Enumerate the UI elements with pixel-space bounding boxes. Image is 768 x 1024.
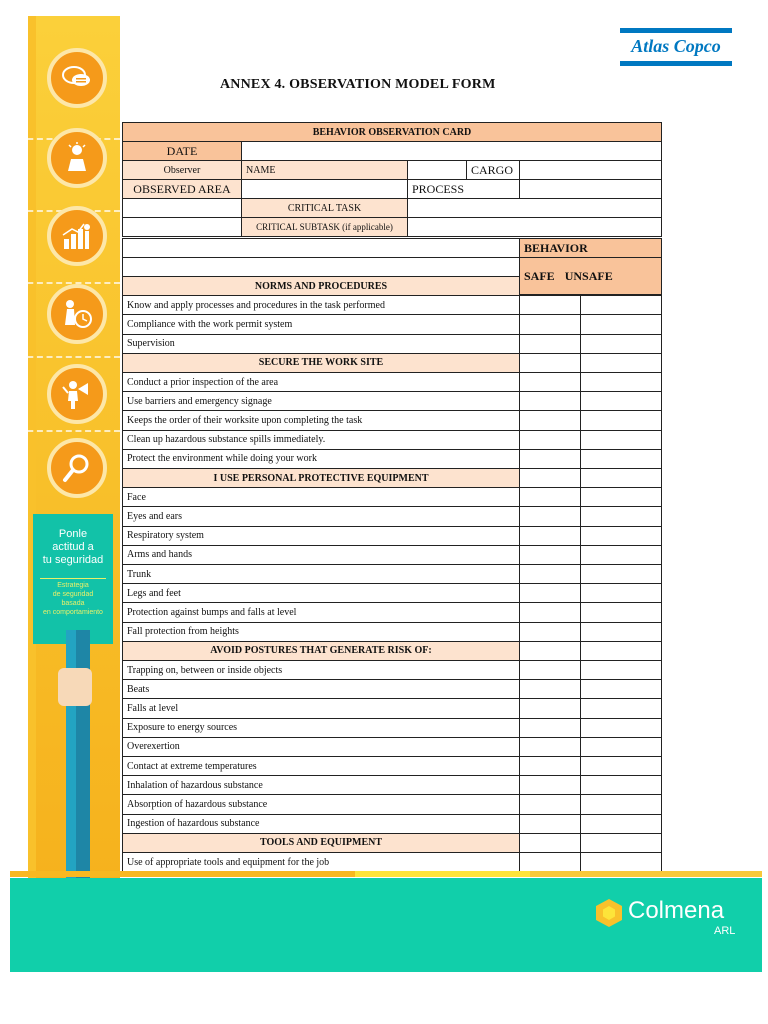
- safe-checkbox[interactable]: [519, 545, 581, 565]
- banner-line-3: tu seguridad: [42, 554, 104, 566]
- banner-line-2: actitud a: [52, 541, 94, 553]
- banner-sub-3: basada: [61, 600, 85, 607]
- footer-stripe: [530, 871, 762, 877]
- safe-checkbox[interactable]: [519, 526, 581, 546]
- idea-person-icon: [47, 128, 107, 188]
- footer-stripe: [355, 871, 530, 877]
- clock-person-icon: [47, 284, 107, 344]
- checklist-item: Arms and hands: [122, 545, 520, 565]
- safe-checkbox[interactable]: [519, 506, 581, 526]
- unsafe-checkbox[interactable]: [580, 641, 662, 661]
- safe-checkbox[interactable]: [519, 602, 581, 622]
- safe-checkbox[interactable]: [519, 775, 581, 795]
- unsafe-checkbox[interactable]: [580, 718, 662, 738]
- safe-checkbox[interactable]: [519, 679, 581, 699]
- safe-checkbox[interactable]: [519, 295, 581, 315]
- sidebar-divider: [8, 356, 120, 358]
- card-title: BEHAVIOR OBSERVATION CARD: [122, 122, 662, 142]
- observer-label: Observer: [122, 160, 242, 180]
- unsafe-checkbox[interactable]: [580, 660, 662, 680]
- safe-checkbox[interactable]: [519, 353, 581, 373]
- critical-subtask-label: CRITICAL SUBTASK (if applicable): [241, 217, 408, 237]
- observed-area-label: OBSERVED AREA: [122, 179, 242, 199]
- section-heading: SECURE THE WORK SITE: [122, 353, 520, 373]
- safe-checkbox[interactable]: [519, 833, 581, 853]
- safe-checkbox[interactable]: [519, 814, 581, 834]
- safe-checkbox[interactable]: [519, 430, 581, 450]
- unsafe-checkbox[interactable]: [580, 698, 662, 718]
- safe-checkbox[interactable]: [519, 718, 581, 738]
- growth-chart-icon: [47, 206, 107, 266]
- unsafe-checkbox[interactable]: [580, 679, 662, 699]
- checklist-item: Protect the environment while doing your work: [122, 449, 520, 469]
- critical-task-label: CRITICAL TASK: [241, 198, 408, 218]
- checklist-item: Conduct a prior inspection of the area: [122, 372, 520, 392]
- cargo-field[interactable]: [519, 160, 662, 180]
- safe-checkbox[interactable]: [519, 334, 581, 354]
- megaphone-person-icon: [47, 364, 107, 424]
- checklist-item: Legs and feet: [122, 583, 520, 603]
- checklist-item: Respiratory system: [122, 526, 520, 546]
- checklist-item: Fall protection from heights: [122, 622, 520, 642]
- unsafe-checkbox[interactable]: [580, 545, 662, 565]
- unsafe-checkbox[interactable]: [580, 314, 662, 334]
- checklist-item: Compliance with the work permit system: [122, 314, 520, 334]
- safe-checkbox[interactable]: [519, 660, 581, 680]
- unsafe-checkbox[interactable]: [580, 449, 662, 469]
- checklist-item: Ingestion of hazardous substance: [122, 814, 520, 834]
- observed-area-field[interactable]: [241, 179, 408, 199]
- unsafe-checkbox[interactable]: [580, 353, 662, 373]
- hand-illustration: [58, 668, 92, 706]
- safe-checkbox[interactable]: [519, 487, 581, 507]
- section-heading: TOOLS AND EQUIPMENT: [122, 833, 520, 853]
- logo-bar-top: [620, 28, 732, 33]
- unsafe-checkbox[interactable]: [580, 756, 662, 776]
- checklist-item: Trunk: [122, 564, 520, 584]
- checklist-item: Supervision: [122, 334, 520, 354]
- checklist-item: Keeps the order of their worksite upon completing the task: [122, 410, 520, 430]
- unsafe-checkbox[interactable]: [580, 526, 662, 546]
- unsafe-checkbox[interactable]: [580, 564, 662, 584]
- unsafe-checkbox[interactable]: [580, 295, 662, 315]
- banner-sub-2: de seguridad: [52, 591, 94, 598]
- process-field[interactable]: [519, 179, 662, 199]
- checklist-item: Contact at extreme temperatures: [122, 756, 520, 776]
- checklist-item: Know and apply processes and procedures in the task performed: [122, 295, 520, 315]
- speech-bubbles-icon: [47, 48, 107, 108]
- cargo-label: CARGO: [466, 160, 520, 180]
- safe-checkbox[interactable]: [519, 564, 581, 584]
- checklist-item: Beats: [122, 679, 520, 699]
- atlas-copco-logo: [620, 28, 732, 68]
- checklist-item: Trapping on, between or inside objects: [122, 660, 520, 680]
- sidebar-divider: [8, 430, 120, 432]
- unsafe-checkbox[interactable]: [580, 602, 662, 622]
- blank-cell: [122, 198, 242, 218]
- date-label: DATE: [122, 141, 242, 161]
- checklist-item: Inhalation of hazardous substance: [122, 775, 520, 795]
- banner-line-1: Ponle: [58, 528, 88, 540]
- checklist-item: Exposure to energy sources: [122, 718, 520, 738]
- unsafe-checkbox[interactable]: [580, 833, 662, 853]
- safe-checkbox[interactable]: [519, 410, 581, 430]
- safe-checkbox[interactable]: [519, 622, 581, 642]
- safe-checkbox[interactable]: [519, 794, 581, 814]
- safe-checkbox[interactable]: [519, 698, 581, 718]
- safe-unsafe-header: [519, 257, 662, 295]
- footer-band: [10, 878, 762, 972]
- unsafe-checkbox[interactable]: [580, 391, 662, 411]
- safe-checkbox[interactable]: [519, 583, 581, 603]
- unsafe-checkbox[interactable]: [580, 506, 662, 526]
- checklist-item: Absorption of hazardous substance: [122, 794, 520, 814]
- logo-bar-bottom: [620, 61, 732, 66]
- unsafe-checkbox[interactable]: [580, 737, 662, 757]
- safe-checkbox[interactable]: [519, 756, 581, 776]
- checklist-item: Clean up hazardous substance spills immediately.: [122, 430, 520, 450]
- footer-stripe: [10, 871, 355, 877]
- section-heading: AVOID POSTURES THAT GENERATE RISK OF:: [122, 641, 520, 661]
- behavior-label: BEHAVIOR: [519, 238, 662, 258]
- unsafe-checkbox[interactable]: [580, 852, 662, 872]
- safe-checkbox[interactable]: [519, 372, 581, 392]
- checklist-item: Use barriers and emergency signage: [122, 391, 520, 411]
- checklist-item: Use of appropriate tools and equipment for the job: [122, 852, 520, 872]
- magnifier-icon: [47, 438, 107, 498]
- checklist-item: Overexertion: [122, 737, 520, 757]
- blank-cell: [122, 257, 520, 277]
- unsafe-checkbox[interactable]: [580, 410, 662, 430]
- unsafe-checkbox[interactable]: [580, 622, 662, 642]
- page-title: ANNEX 4. OBSERVATION MODEL FORM: [220, 77, 496, 92]
- checklist-item: Eyes and ears: [122, 506, 520, 526]
- date-field[interactable]: [241, 141, 662, 161]
- unsafe-checkbox[interactable]: [580, 775, 662, 795]
- blank-cell: [122, 238, 520, 258]
- blank-cell: [122, 217, 242, 237]
- unsafe-label: UNSAFE: [564, 268, 613, 283]
- section-heading: I USE PERSONAL PROTECTIVE EQUIPMENT: [122, 468, 520, 488]
- colmena-brand-sub: ARL: [714, 925, 736, 937]
- unsafe-checkbox[interactable]: [580, 487, 662, 507]
- safe-label: SAFE: [524, 268, 555, 283]
- safe-checkbox[interactable]: [519, 449, 581, 469]
- checklist-item: Face: [122, 487, 520, 507]
- sidebar-divider: [8, 282, 120, 284]
- safe-checkbox[interactable]: [519, 852, 581, 872]
- banner-rule: [40, 578, 106, 579]
- checklist-item: Falls at level: [122, 698, 520, 718]
- safe-checkbox[interactable]: [519, 391, 581, 411]
- banner-sub-1: Estrategia: [57, 582, 89, 589]
- critical-subtask-field[interactable]: [407, 217, 662, 237]
- logo-text: Atlas Copco: [631, 36, 721, 56]
- safe-checkbox[interactable]: [519, 314, 581, 334]
- unsafe-checkbox[interactable]: [580, 334, 662, 354]
- unsafe-checkbox[interactable]: [580, 372, 662, 392]
- colmena-brand: Colmena: [628, 897, 725, 924]
- process-label: PROCESS: [407, 179, 520, 199]
- unsafe-checkbox[interactable]: [580, 583, 662, 603]
- critical-task-field[interactable]: [407, 198, 662, 218]
- safe-checkbox[interactable]: [519, 641, 581, 661]
- unsafe-checkbox[interactable]: [580, 430, 662, 450]
- safe-checkbox[interactable]: [519, 468, 581, 488]
- section-heading: NORMS AND PROCEDURES: [122, 276, 520, 296]
- unsafe-checkbox[interactable]: [580, 814, 662, 834]
- safe-checkbox[interactable]: [519, 737, 581, 757]
- colmena-hexagon-icon: [594, 898, 624, 928]
- unsafe-checkbox[interactable]: [580, 794, 662, 814]
- checklist-item: Protection against bumps and falls at level: [122, 602, 520, 622]
- observation-form: [122, 122, 662, 870]
- name-field[interactable]: [407, 160, 467, 180]
- banner-sub-4: en comportamiento: [43, 609, 103, 616]
- name-label: NAME: [241, 160, 408, 180]
- unsafe-checkbox[interactable]: [580, 468, 662, 488]
